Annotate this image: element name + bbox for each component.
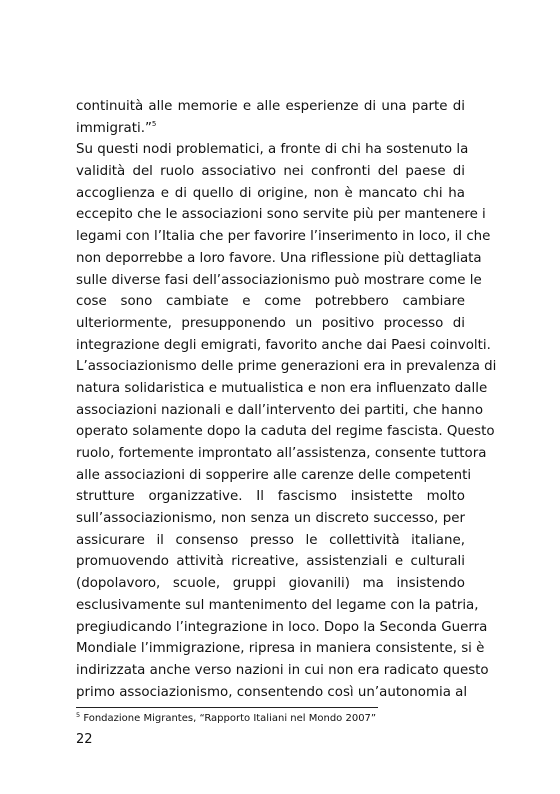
- footnote-reference: 5: [151, 119, 157, 128]
- text-line: assicurare il consenso presso le collettività italiane,: [76, 532, 465, 548]
- footnote: [76, 712, 376, 726]
- text-line: (dopolavoro, scuole, gruppi giovanili) ma insistendo: [76, 576, 465, 592]
- text-line: ruolo, fortemente improntato all’assistenza, consente tuttora: [76, 446, 487, 461]
- text-line: non deporrebbe a loro favore. Una riflessione più dettagliata: [76, 250, 482, 266]
- body-text: [76, 96, 497, 703]
- text-line-content: immigrati.”: [76, 120, 152, 136]
- text-line: validità del ruolo associativo nei confronti del paese di: [76, 164, 465, 180]
- footnote-text: Fondazione Migrantes, “Rapporto Italiani nel Mondo 2007”: [83, 713, 377, 724]
- text-line: Mondiale l’immigrazione, ripresa in maniera consistente, si è: [76, 641, 485, 657]
- text-line: eccepito che le associazioni sono servite più per mantenere i: [76, 207, 486, 223]
- footnote-number: 5: [76, 711, 81, 719]
- text-line: sulle diverse fasi dell’associazionismo può mostrare come le: [76, 272, 482, 288]
- text-line: accoglienza e di quello di origine, non è mancato chi ha: [76, 185, 465, 201]
- text-line: indirizzata anche verso nazioni in cui non era radicato questo: [76, 662, 489, 678]
- footnote-separator: [76, 707, 378, 708]
- text-line: ulteriormente, presupponendo un positivo processo di: [76, 315, 465, 331]
- text-line: pregiudicando l’integrazione in loco. Dopo la Seconda Guerra: [76, 619, 488, 635]
- text-line: [76, 118, 465, 140]
- text-line: sull’associazionismo, non senza un discreto successo, per: [76, 511, 465, 527]
- text-line: Su questi nodi problematici, a fronte di chi ha sostenuto la: [76, 142, 469, 158]
- text-line: L’associazionismo delle prime generazioni era in prevalenza di: [76, 359, 497, 375]
- text-line: strutture organizzative. Il fascismo insistette molto: [76, 489, 465, 505]
- text-line: continuità alle memorie e alle esperienze di una parte di: [76, 99, 465, 114]
- text-line: legami con l’Italia che per favorire l’inserimento in loco, il che: [76, 229, 491, 245]
- text-line: cose sono cambiate e come potrebbero cambiare: [76, 294, 465, 310]
- text-line: associazioni nazionali e dall’intervento dei partiti, che hanno: [76, 402, 484, 418]
- text-line: alle associazioni di sopperire alle carenze delle competenti: [76, 467, 472, 483]
- text-line: natura solidaristica e mutualistica e non era influenzato dalle: [76, 380, 488, 396]
- page-number: 22: [76, 732, 93, 747]
- text-line: primo associazionismo, consentendo così un’autonomia al: [76, 684, 468, 700]
- text-line: promuovendo attività ricreative, assistenziali e culturali: [76, 554, 465, 570]
- text-line: operato solamente dopo la caduta del regime fascista. Questo: [76, 424, 495, 440]
- text-line: esclusivamente sul mantenimento del legame con la patria,: [76, 597, 479, 613]
- text-line: integrazione degli emigrati, favorito anche dai Paesi coinvolti.: [76, 337, 491, 353]
